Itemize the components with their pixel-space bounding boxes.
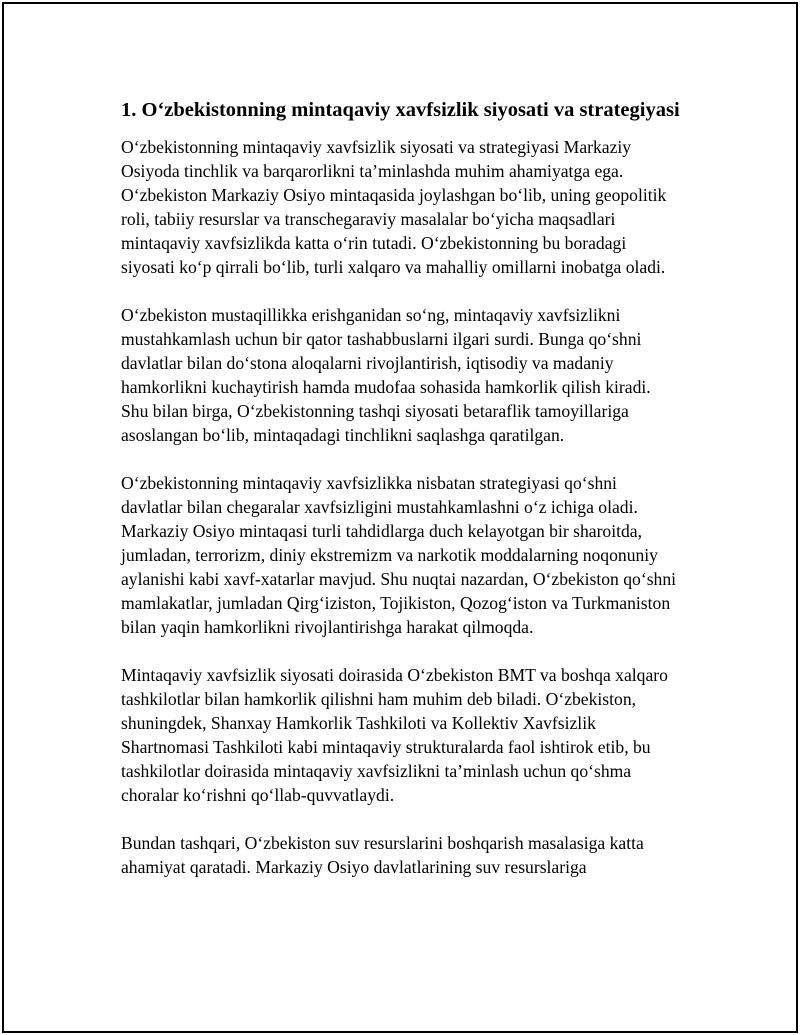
paragraph-5: Bundan tashqari, O‘zbekiston suv resurslarini boshqarish masalasiga katta ahamiyat qaratadi. Markaziy Osiyo davlatlarining suv resurslariga	[121, 833, 644, 877]
paragraph-4: Mintaqaviy xavfsizlik siyosati doirasida O‘zbekiston BMT va boshqa xalqaro tashkilotlar bilan hamkorlik qilishni ham muhim deb biladi. O‘zbekiston, shuningdek, Shanxay Hamkorlik Tashkiloti va Kollektiv Xavfsizlik Shartnomasi Tashkiloti kabi mintaqaviy strukturalarda faol ishtirok etib, bu tashkilotlar doirasida mintaqaviy xavfsizlikni ta’minlash uchun qo‘shma choralar ko‘rishni qo‘llab-quvvatlaydi.	[121, 665, 668, 805]
paragraph-1: O‘zbekistonning mintaqaviy xavfsizlik siyosati va strategiyasi Markaziy Osiyoda tinchlik va barqarorlikni ta’minlashda muhim ahamiyatga ega. O‘zbekiston Markaziy Osiyo mintaqasida joylashgan bo‘lib, uning geopolitik roli, tabiiy resurslar va transchegaraviy masalalar bo‘yicha maqsadlari mintaqaviy xavfsizlikda katta o‘rin tutadi. O‘zbekistonning bu boradagi siyosati ko‘p qirrali bo‘lib, turli xalqaro va mahalliy omillarni inobatga oladi.	[121, 137, 667, 277]
document-body	[121, 98, 681, 903]
page-frame	[2, 2, 798, 1033]
paragraph-2: O‘zbekiston mustaqillikka erishganidan so‘ng, mintaqaviy xavfsizlikni mustahkamlash uchun bir qator tashabbuslarni ilgari surdi. Bunga qo‘shni davlatlar bilan do‘stona aloqalarni rivojlantirish, iqtisodiy va madaniy hamkorlikni kuchaytirish hamda mudofaa sohasida hamkorlik qilish kiradi. Shu bilan birga, O‘zbekistonning tashqi siyosati betaraflik tamoyillariga asoslangan bo‘lib, mintaqadagi tinchlikni saqlashga qaratilgan.	[121, 305, 651, 445]
paragraph-3: O‘zbekistonning mintaqaviy xavfsizlikka nisbatan strategiyasi qo‘shni davlatlar bilan chegaralar xavfsizligini mustahkamlashni o‘z ichiga oladi. Markaziy Osiyo mintaqasi turli tahdidlarga duch kelayotgan bir sharoitda, jumladan, terrorizm, diniy ekstremizm va narkotik moddalarning noqonuniy aylanishi kabi xavf-xatarlar mavjud. Shu nuqtai nazardan, O‘zbekiston qo‘shni mamlakatlar, jumladan Qirg‘iziston, Tojikiston, Qozog‘iston va Turkmaniston bilan yaqin hamkorlikni rivojlantirishga harakat qilmoqda.	[121, 473, 677, 637]
section-heading: 1. O‘zbekistonning mintaqaviy xavfsizlik siyosati va strategiyasi	[121, 99, 680, 121]
